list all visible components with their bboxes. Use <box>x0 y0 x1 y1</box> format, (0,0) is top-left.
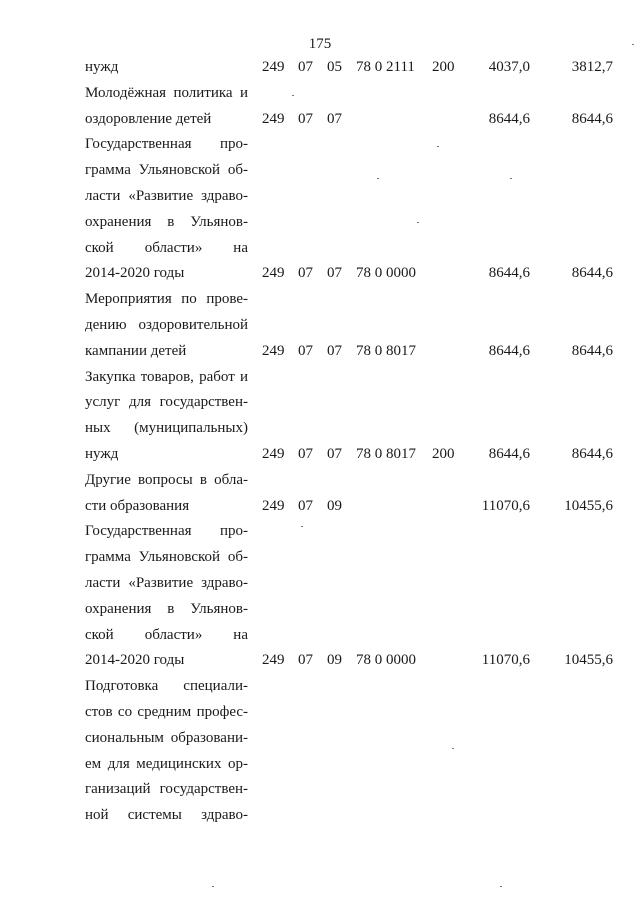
amount-year-1: 11070,6 <box>481 652 530 669</box>
scan-speck <box>437 146 439 147</box>
row-description <box>85 367 248 470</box>
table-row <box>0 367 640 470</box>
description-line: Государственная про- <box>85 523 248 540</box>
amount-year-2: 10455,6 <box>564 652 613 669</box>
amount-year-1: 11070,6 <box>481 497 530 514</box>
table-row <box>0 83 640 135</box>
table-row <box>0 676 640 831</box>
description-line: Закупка товаров, работ и <box>85 368 248 385</box>
description-line: ганизаций государствен- <box>85 781 248 798</box>
subsection-code: 07 <box>327 342 342 359</box>
ministry-code: 249 <box>262 652 285 669</box>
section-code: 07 <box>298 110 313 127</box>
subsection-code: 09 <box>327 652 342 669</box>
budget-table <box>0 57 640 831</box>
description-line: 2014-2020 годы <box>85 265 185 282</box>
subsection-code: 05 <box>327 59 342 75</box>
amount-year-2: 8644,6 <box>571 265 613 282</box>
description-line: ской области» на <box>85 626 248 643</box>
section-code: 07 <box>298 445 313 462</box>
amount-year-1: 4037,0 <box>488 59 530 75</box>
article-code: 78 0 8017 <box>356 342 416 359</box>
scan-speck <box>301 526 303 527</box>
description-line: дению оздоровительной <box>85 316 248 333</box>
description-line: Государственная про- <box>85 136 248 153</box>
ministry-code: 249 <box>262 265 285 282</box>
section-code: 07 <box>298 652 313 669</box>
amount-year-1: 8644,6 <box>488 265 530 282</box>
description-line: ской области» на <box>85 239 248 256</box>
description-line: грамма Ульяновской об- <box>85 162 248 179</box>
description-line: сиональным образовани- <box>85 729 248 746</box>
row-description <box>85 289 248 366</box>
article-code: 78 0 8017 <box>356 445 416 462</box>
page-number: 175 <box>308 36 332 52</box>
description-line: нужд <box>85 59 119 75</box>
ministry-code: 249 <box>262 342 285 359</box>
description-line: ем для медицинских ор- <box>85 755 248 772</box>
subsection-code: 07 <box>327 110 342 127</box>
description-line: Молодёжная политика и <box>85 84 248 101</box>
row-description <box>85 134 248 289</box>
expense-type-code: 200 <box>432 59 455 75</box>
description-line: Другие вопросы в обла- <box>85 471 248 488</box>
expense-type-code: 200 <box>432 445 455 462</box>
scan-speck <box>212 886 214 887</box>
description-line: 2014-2020 годы <box>85 652 185 669</box>
amount-year-1: 8644,6 <box>488 110 530 127</box>
description-line: Подготовка специали- <box>85 678 248 695</box>
row-description <box>85 57 248 83</box>
description-line: ной системы здраво- <box>85 807 248 824</box>
description-line: ных (муниципальных) <box>85 420 248 437</box>
description-line: охранения в Ульянов- <box>85 600 248 617</box>
description-line: Мероприятия по прове- <box>85 291 248 308</box>
article-code: 78 0 2111 <box>356 59 415 75</box>
description-line: грамма Ульяновской об- <box>85 549 248 566</box>
scan-speck <box>377 178 379 179</box>
amount-year-2: 10455,6 <box>564 497 613 514</box>
table-row <box>0 57 640 83</box>
description-line: стов со средним профес- <box>85 703 248 720</box>
description-line: кампании детей <box>85 342 187 359</box>
description-line: оздоровление детей <box>85 110 212 127</box>
amount-year-2: 8644,6 <box>571 110 613 127</box>
scan-speck <box>417 222 419 223</box>
scan-speck <box>292 95 294 96</box>
table-row <box>0 521 640 676</box>
description-line: сти образования <box>85 497 190 514</box>
row-description <box>85 83 248 135</box>
section-code: 07 <box>298 265 313 282</box>
table-row <box>0 134 640 289</box>
row-description <box>85 676 248 831</box>
subsection-code: 09 <box>327 497 342 514</box>
description-line: ласти «Развитие здраво- <box>85 187 248 204</box>
description-line: нужд <box>85 445 119 462</box>
row-description <box>85 470 248 522</box>
article-code: 78 0 0000 <box>356 652 416 669</box>
section-code: 07 <box>298 342 313 359</box>
subsection-code: 07 <box>327 445 342 462</box>
description-line: услуг для государствен- <box>85 394 248 411</box>
description-line: охранения в Ульянов- <box>85 213 248 230</box>
scan-speck <box>500 886 502 887</box>
amount-year-1: 8644,6 <box>488 342 530 359</box>
amount-year-1: 8644,6 <box>488 445 530 462</box>
ministry-code: 249 <box>262 110 285 127</box>
ministry-code: 249 <box>262 497 285 514</box>
ministry-code: 249 <box>262 59 285 75</box>
amount-year-2: 8644,6 <box>571 445 613 462</box>
ministry-code: 249 <box>262 445 285 462</box>
section-code: 07 <box>298 59 313 75</box>
scan-speck <box>510 178 512 179</box>
row-description <box>85 521 248 676</box>
amount-year-2: 8644,6 <box>571 342 613 359</box>
table-row <box>0 470 640 522</box>
description-line: ласти «Развитие здраво- <box>85 574 248 591</box>
article-code: 78 0 0000 <box>356 265 416 282</box>
scan-speck <box>632 44 634 45</box>
table-row <box>0 289 640 366</box>
section-code: 07 <box>298 497 313 514</box>
scan-speck <box>452 748 454 749</box>
amount-year-2: 3812,7 <box>571 59 613 75</box>
subsection-code: 07 <box>327 265 342 282</box>
